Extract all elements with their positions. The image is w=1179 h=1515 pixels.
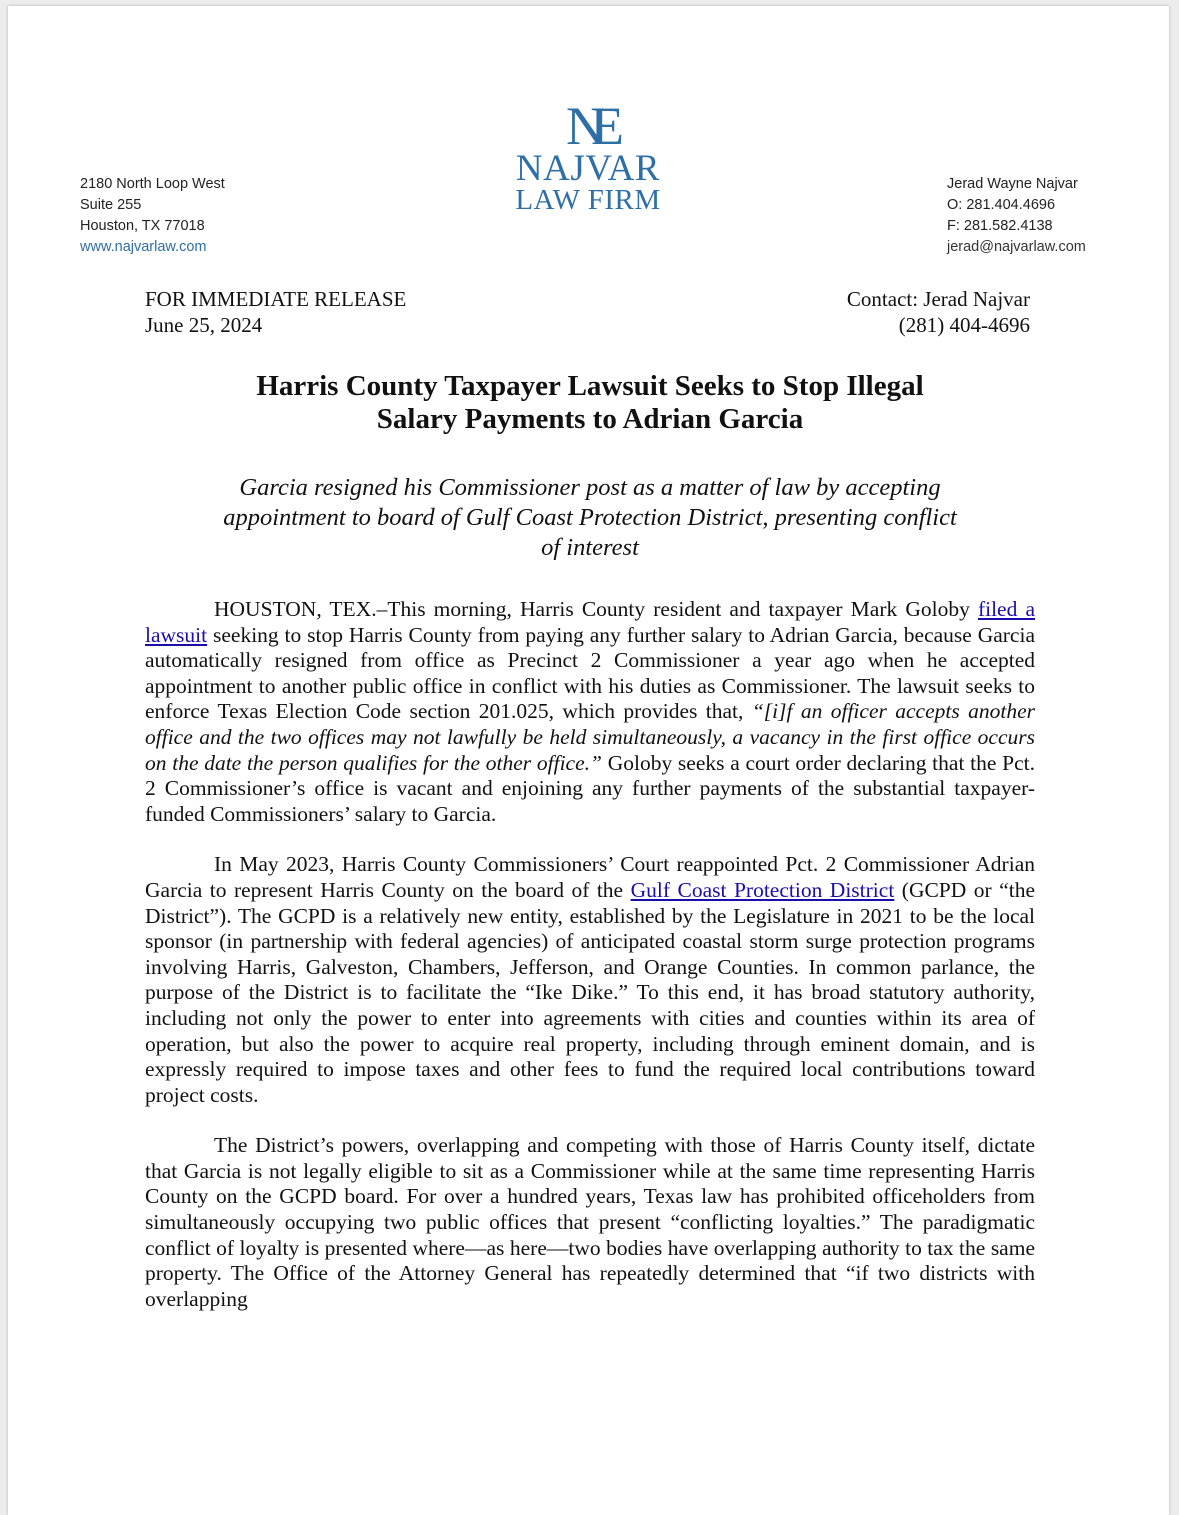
release-date: June 25, 2024 [145,313,263,337]
attorney-name: Jerad Wayne Najvar [947,176,1078,192]
release-info [145,286,406,338]
firm-logo [488,98,688,214]
email-address[interactable]: jerad@najvarlaw.com [947,239,1086,255]
headline [145,370,1035,436]
gcpd-link[interactable]: Gulf Coast Protection District [630,877,895,902]
ne-monogram-icon [533,98,643,150]
logo-line-2: LAW FIRM [515,184,661,216]
media-contact [847,286,1030,338]
paragraph-3: The District’s powers, overlapping and competing with those of Harris County itself, dictate that Garcia is not legally eligible to sit as a Commissioner while at the same time representing Harris County on the GCPD board. For over a hundred years, Texas law has prohibited officeholders from simultaneously occupying two public offices that present “conflicting loyalties.” The paradigmatic conflict of loyalty is presented where—as here—two bodies have overlapping authority to tax the same property. The Office of the Attorney General has repeatedly determined that “if two districts with overlapping [145,1133,1035,1311]
address-line-3: Houston, TX 77018 [80,218,205,234]
firm-address [80,174,225,258]
statute-quote: “[i]f an officer accepts another office and the two offices may not lawfully be held simultaneously, a vacancy in the first office occurs on the date the person qualifies for the other office.” [145,699,1035,775]
contact-name: Contact: Jerad Najvar [846,287,1030,311]
subheadline-line-1: Garcia resigned his Commissioner post as a matter of law by accepting [239,474,941,501]
address-line-1: 2180 North Loop West [80,176,225,192]
subheadline [145,473,1035,563]
attorney-contact [947,174,1086,258]
logo-line-1: NAJVAR [515,148,661,189]
document-page [8,6,1169,1515]
subheadline-line-2: appointment to board of Gulf Coast Protection District, presenting conflict [223,504,957,531]
headline-line-2: Salary Payments to Adrian Garcia [376,403,804,435]
address-line-2: Suite 255 [80,197,142,213]
svg-text:NE: NE [566,98,610,150]
headline-line-1: Harris County Taxpayer Lawsuit Seeks to Stop Illegal [256,370,924,402]
fax-number: F: 281.582.4138 [947,218,1053,234]
subheadline-line-3: of interest [541,534,639,561]
release-body [145,597,1035,1337]
lawsuit-link[interactable]: filed a lawsuit [145,597,1035,647]
paragraph-2: In May 2023, Harris County Commissioners’ Court reappointed Pct. 2 Commissioner Adrian Garcia to represent Harris County on the board of the Gulf Coast Protection District (GCPD or “the District”). The GCPD is a relatively new entity, established by the Legislature in 2021 to be the local sponsor (in partnership with federal agencies) of anticipated coastal storm surge protection programs involving Harris, Galveston, Chambers, Jefferson, and Orange Counties. In common parlance, the purpose of the District is to facilitate the “Ike Dike.” To this end, it has broad statutory authority, including not only the power to enter into agreements with cities and counties within its area of operation, but also the power to acquire real property, including through eminent domain, and is expressly required to impose taxes and other fees to fund the required local contributions toward project costs. [145,852,1035,1107]
release-label: FOR IMMEDIATE RELEASE [145,287,407,311]
paragraph-1: HOUSTON, TEX.–This morning, Harris County resident and taxpayer Mark Goloby filed a lawsuit seeking to stop Harris County from paying any further salary to Adrian Garcia, because Garcia automatically resigned from office as Precinct 2 Commissioner a year ago when he accepted appointment to another public office in conflict with his duties as Commissioner. The lawsuit seeks to enforce Texas Election Code section 201.025, which provides that, “[i]f an officer accepts another office and the two offices may not lawfully be held simultaneously, a vacancy in the first office occurs on the date the person qualifies for the other office.” Goloby seeks a court order declaring that the Pct. 2 Commissioner’s office is vacant and enjoining any further payments of the substantial taxpayer-funded Commissioners’ salary to Garcia. [145,597,1035,826]
office-phone: O: 281.404.4696 [947,197,1056,213]
contact-phone: (281) 404-4696 [898,313,1030,337]
website-link[interactable]: www.najvarlaw.com [80,239,207,255]
